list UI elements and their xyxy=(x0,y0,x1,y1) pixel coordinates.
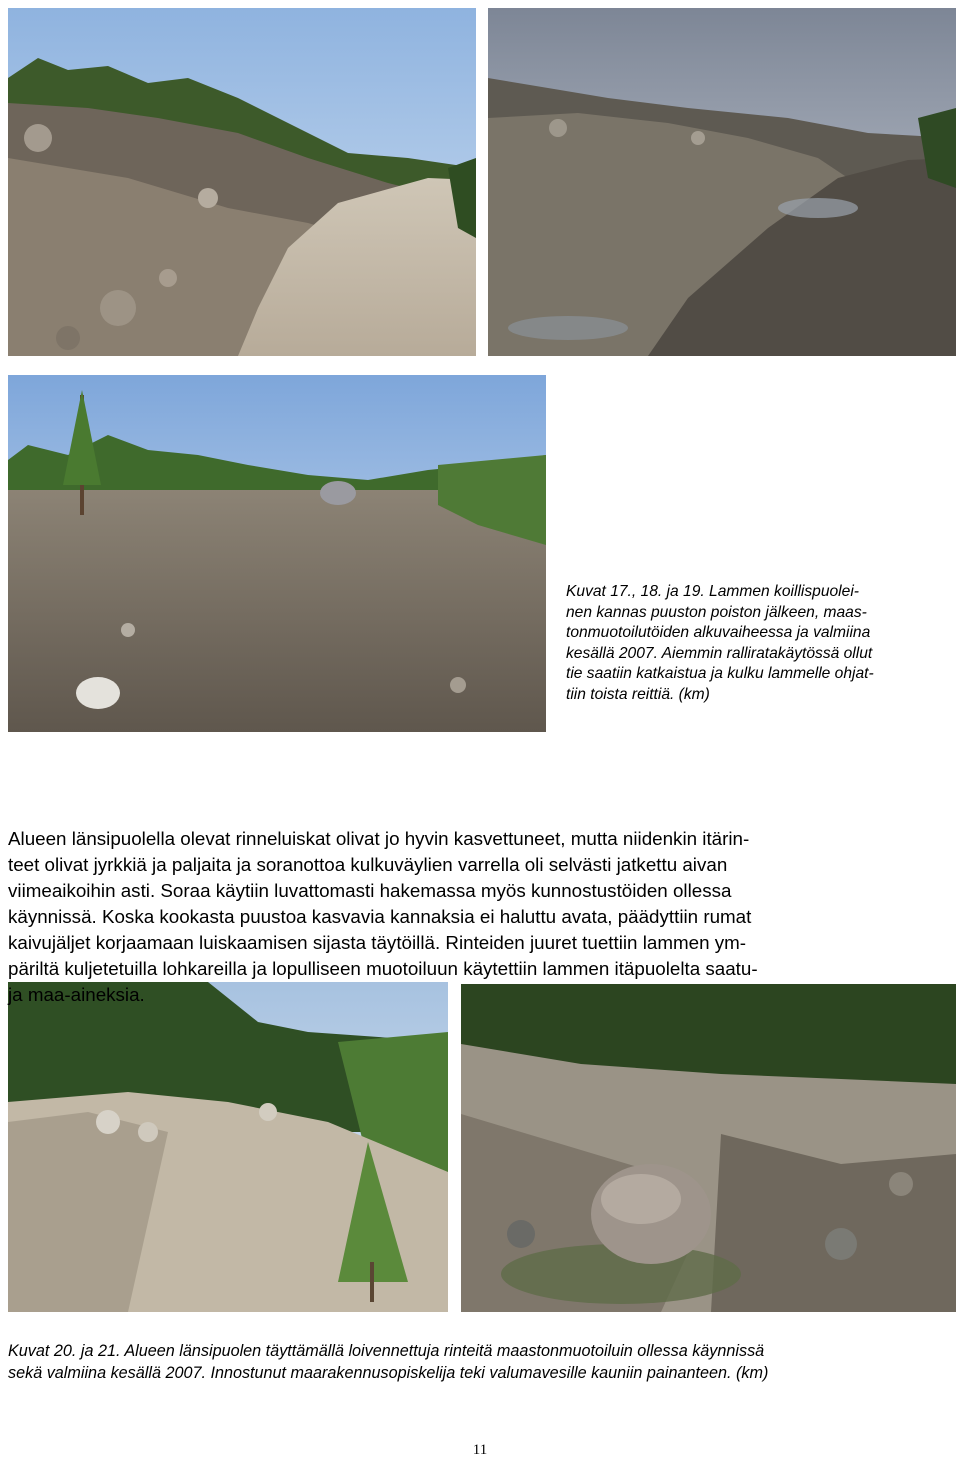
body-paragraph xyxy=(8,826,954,1008)
body-line: päriltä kuljetetuilla lohkareilla ja lopulliseen muotoiluun käytettiin lammen itäpuolelta saatu- xyxy=(8,958,758,979)
body-line: käynnissä. Koska kookasta puustoa kasvavia kannaksia ei haluttu avata, päädyttiin rumat xyxy=(8,906,752,927)
photo-21-boulder-depression xyxy=(461,984,956,1312)
caption-photos-20-21 xyxy=(8,1340,954,1384)
photo-20-slope-with-road xyxy=(8,982,448,1312)
caption-line: tiin toista reittiä. (km) xyxy=(566,685,710,703)
caption-line: sekä valmiina kesällä 2007. Innostunut maarakennusopiskelija teki valumavesille kauniin painanteen. (km) xyxy=(8,1364,769,1382)
caption-line: kesällä 2007. Aiemmin ralliratakäytössä ollut xyxy=(566,644,873,662)
photo-19-gravel-field xyxy=(8,375,546,732)
body-line: viimeaikoihin asti. Soraa käytiin luvattomasti hakemassa myös kunnostustöiden ollessa xyxy=(8,880,732,901)
body-line: Alueen länsipuolella olevat rinneluiskat olivat jo hyvin kasvettuneet, mutta niidenkin itärin- xyxy=(8,828,750,849)
caption-line: nen kannas puuston poiston jälkeen, maas- xyxy=(566,603,867,621)
caption-line: tonmuotoilutöiden alkuvaiheessa ja valmiina xyxy=(566,624,871,642)
page-number: 11 xyxy=(472,1442,488,1458)
caption-line: Kuvat 20. ja 21. Alueen länsipuolen täyttämällä loivennettuja rinteitä maastonmuotoiluin ollessa käynnissä xyxy=(8,1342,765,1360)
caption-photos-17-19 xyxy=(566,582,954,706)
body-line: teet olivat jyrkkiä ja paljaita ja soranottoa kulkuväylien varrella oli selvästi jatkettu aivan xyxy=(8,854,728,875)
caption-line: Kuvat 17., 18. ja 19. Lammen koillispuolei- xyxy=(566,583,859,600)
photo-18-muddy-road xyxy=(488,8,956,356)
body-line: ja maa-aineksia. xyxy=(8,984,145,1005)
photo-17-gravel-road xyxy=(8,8,476,356)
caption-line: tie saatiin katkaistua ja kulku lammelle ohjat- xyxy=(566,665,874,683)
body-line: kaivujäljet korjaamaan luiskaamisen sijasta täytöillä. Rinteiden juuret tuettiin lammen ym- xyxy=(8,932,747,953)
